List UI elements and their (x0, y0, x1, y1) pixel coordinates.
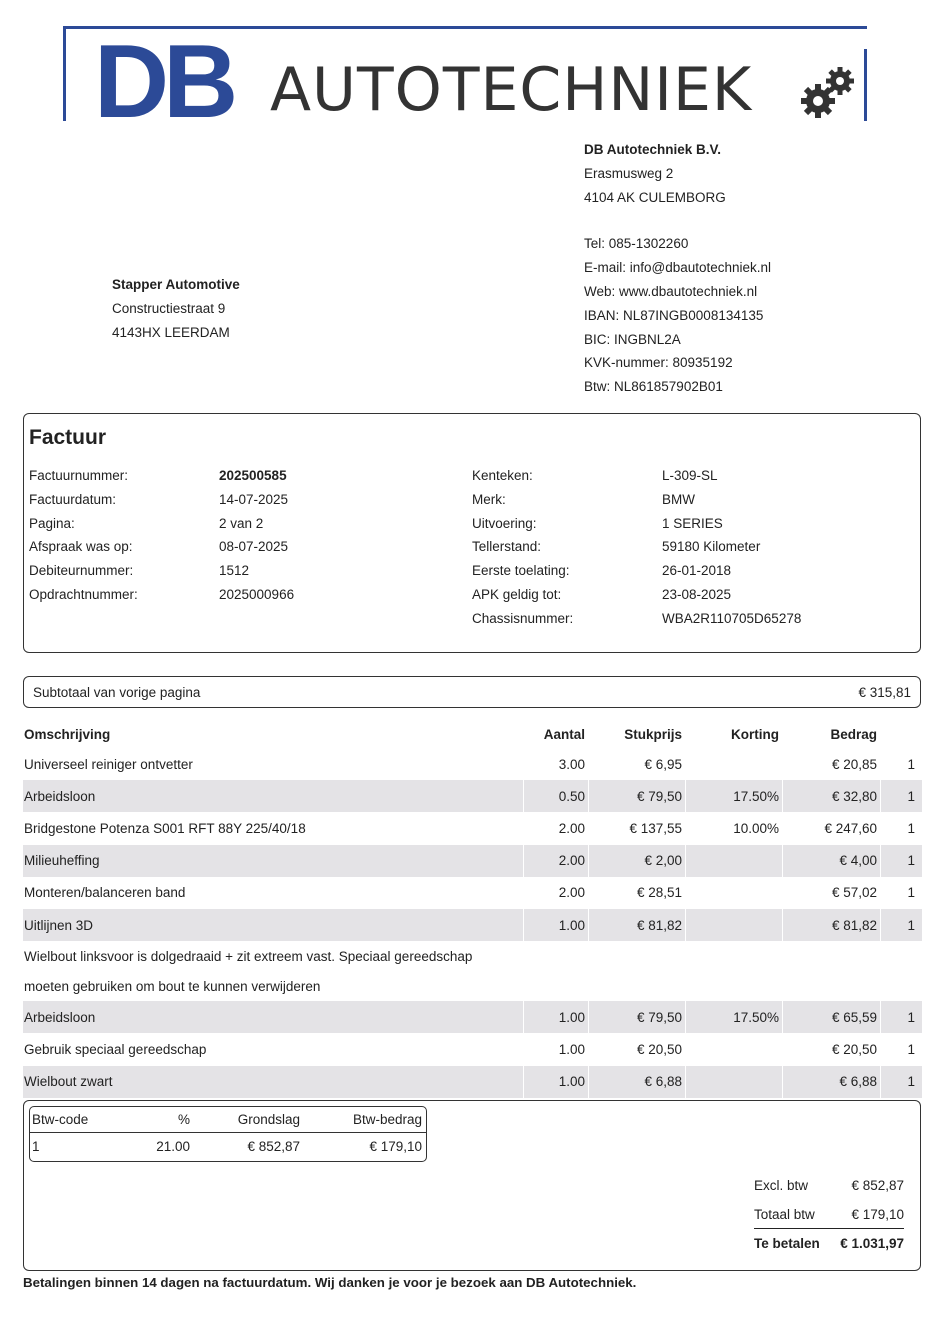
subtotal-label: Subtotaal van vorige pagina (33, 684, 201, 700)
first-registration-label: Eerste toelating: (472, 563, 570, 579)
line-discount: 17.50% (685, 1001, 782, 1033)
note-line (23, 941, 922, 971)
line-amount: € 65,59 (782, 1001, 880, 1033)
apk-label: APK geldig tot: (472, 586, 562, 602)
line-description: Bridgestone Potenza S001 RFT 88Y 225/40/18 (24, 820, 306, 836)
sender-address (584, 138, 771, 399)
totals-summary (754, 1171, 904, 1258)
vat-code: 1 (32, 1138, 40, 1154)
debtor-value: 1512 (219, 563, 250, 579)
mileage-label: Tellerstand: (472, 539, 542, 555)
chassis-label: Chassisnummer: (472, 610, 574, 626)
invoice-details-right (472, 464, 801, 631)
total-due-row (754, 1229, 904, 1258)
line-amount: € 81,82 (782, 909, 880, 941)
table-row (23, 1001, 922, 1033)
line-quantity: 2.00 (523, 845, 588, 877)
sender-web: Web: www.dbautotechniek.nl (584, 283, 758, 299)
sender-city: 4104 AK CULEMBORG (584, 189, 726, 205)
gears-icon (800, 64, 862, 120)
sender-btw: Btw: NL861857902B01 (584, 379, 723, 395)
header-discount: Korting (731, 726, 779, 742)
sender-iban: IBAN: NL87INGB0008134135 (584, 307, 764, 323)
line-amount: € 4,00 (782, 845, 880, 877)
order-value: 2025000966 (219, 586, 295, 602)
line-vat-code: 1 (880, 780, 922, 812)
header-quantity: Aantal (543, 726, 585, 742)
line-amount: € 32,80 (782, 780, 880, 812)
payment-footer: Betalingen binnen 14 dagen na factuurdatum. Wij danken je voor je bezoek aan DB Autotechniek. (23, 1275, 637, 1290)
line-discount: 10.00% (733, 820, 779, 836)
recipient-city: 4143HX LEERDAM (112, 324, 230, 340)
line-unit-price: € 81,82 (588, 909, 685, 941)
line-description: Milieuheffing (24, 853, 100, 869)
vat-base: € 852,87 (247, 1138, 300, 1154)
page-label: Pagina: (29, 515, 75, 531)
total-vat-label: Totaal btw (754, 1200, 826, 1229)
line-vat-code: 1 (880, 909, 922, 941)
line-amount: € 20,50 (831, 1041, 877, 1057)
vat-table-row (30, 1133, 426, 1159)
vat-header-base: Grondslag (237, 1112, 300, 1127)
line-quantity: 1.00 (523, 909, 588, 941)
vat-table-header (30, 1107, 426, 1133)
recipient-street: Constructiestraat 9 (112, 300, 226, 316)
sender-tel: Tel: 085-1302260 (584, 236, 689, 252)
brand-value: BMW (662, 491, 695, 507)
line-unit-price: € 2,00 (588, 845, 685, 877)
excl-vat-value: € 852,87 (851, 1178, 904, 1193)
line-amount: € 247,60 (824, 820, 877, 836)
line-vat-code: 1 (880, 1001, 922, 1033)
line-unit-price: € 79,50 (588, 780, 685, 812)
vat-header-percent: % (177, 1112, 190, 1127)
line-discount (685, 845, 782, 877)
sender-company: DB Autotechniek B.V. (584, 142, 722, 157)
line-amount: € 6,88 (782, 1066, 880, 1098)
line-description: Wielbout zwart (24, 1074, 113, 1090)
invoice-lines-table (23, 720, 922, 1098)
appointment-label: Afspraak was op: (29, 539, 133, 555)
sender-kvk: KVK-nummer: 80935192 (584, 355, 733, 371)
vat-percent: 21.00 (156, 1138, 190, 1154)
table-row (23, 1066, 922, 1098)
line-discount (685, 1066, 782, 1098)
header-amount: Bedrag (830, 726, 877, 742)
line-description: Arbeidsloon (24, 788, 96, 804)
line-amount: € 57,02 (831, 885, 877, 901)
line-vat-code: 1 (907, 885, 915, 901)
line-vat-code: 1 (880, 1066, 922, 1098)
line-description: Gebruik speciaal gereedschap (24, 1041, 207, 1057)
line-discount (685, 909, 782, 941)
line-description: Uitlijnen 3D (24, 917, 94, 933)
debtor-label: Debiteurnummer: (29, 563, 134, 579)
line-vat-code: 1 (907, 1041, 915, 1057)
vat-table (29, 1106, 427, 1162)
line-quantity: 3.00 (558, 756, 585, 772)
mileage-value: 59180 Kilometer (662, 539, 761, 555)
total-vat-row (754, 1200, 904, 1229)
line-description: Universeel reiniger ontvetter (24, 756, 193, 772)
line-unit-price: € 28,51 (636, 885, 682, 901)
line-vat-code: 1 (880, 845, 922, 877)
chassis-value: WBA2R110705D65278 (662, 610, 802, 626)
sender-bic: BIC: INGBNL2A (584, 331, 681, 347)
table-header (23, 720, 922, 748)
excl-vat-label: Excl. btw (754, 1178, 809, 1193)
line-quantity: 1.00 (558, 1041, 585, 1057)
invoice-number-label: Factuurnummer: (29, 468, 129, 483)
table-row (23, 748, 922, 780)
line-vat-code: 1 (907, 820, 915, 836)
line-quantity: 1.00 (523, 1001, 588, 1033)
line-quantity: 0.50 (523, 780, 588, 812)
excl-vat-row (754, 1171, 904, 1200)
invoice-date-value: 14-07-2025 (219, 491, 289, 507)
total-vat-value: € 179,10 (826, 1200, 904, 1229)
invoice-date-label: Factuurdatum: (29, 491, 117, 507)
line-discount: 17.50% (685, 780, 782, 812)
invoice-details-box (23, 413, 921, 653)
line-unit-price: € 79,50 (588, 1001, 685, 1033)
brand-label: Merk: (472, 491, 506, 507)
plate-value: L-309-SL (662, 468, 718, 483)
vat-header-amount: Btw-bedrag (352, 1112, 422, 1127)
table-row (23, 780, 922, 812)
vat-header-code: Btw-code (32, 1112, 89, 1127)
totals-box (23, 1100, 921, 1271)
line-quantity: 2.00 (558, 820, 585, 836)
line-quantity: 1.00 (523, 1066, 588, 1098)
line-description: Monteren/balanceren band (24, 885, 186, 901)
invoice-number-value: 202500585 (219, 468, 287, 483)
table-row (23, 877, 922, 909)
total-due-label: Te betalen (754, 1236, 820, 1251)
line-unit-price: € 137,55 (629, 820, 682, 836)
line-unit-price: € 6,88 (588, 1066, 685, 1098)
note-text-2: moeten gebruiken om bout te kunnen verwijderen (24, 978, 321, 994)
page-value: 2 van 2 (219, 515, 264, 531)
sender-street: Erasmusweg 2 (584, 165, 674, 181)
subtotal-previous-page (23, 676, 921, 708)
apk-value: 23-08-2025 (662, 586, 732, 602)
line-description: Arbeidsloon (24, 1009, 96, 1025)
line-vat-code: 1 (907, 756, 915, 772)
total-due-value: € 1.031,97 (840, 1236, 904, 1251)
recipient-address (112, 273, 240, 344)
table-row (23, 1033, 922, 1065)
header-description: Omschrijving (24, 726, 111, 742)
note-line (23, 971, 922, 1001)
plate-label: Kenteken: (472, 468, 533, 483)
first-registration-value: 26-01-2018 (662, 563, 732, 579)
line-unit-price: € 20,50 (636, 1041, 682, 1057)
line-unit-price: € 6,95 (644, 756, 682, 772)
subtotal-value: € 315,81 (858, 684, 911, 700)
recipient-company: Stapper Automotive (112, 277, 240, 292)
header-unit-price: Stukprijs (624, 726, 682, 742)
line-amount: € 20,85 (831, 756, 877, 772)
invoice-title: Factuur (29, 426, 107, 449)
logo-db-mark: DB (88, 30, 238, 134)
table-row (23, 812, 922, 844)
line-quantity: 2.00 (558, 885, 585, 901)
model-value: 1 SERIES (662, 515, 723, 531)
sender-email: E-mail: info@dbautotechniek.nl (584, 260, 772, 276)
logo-company-name: AUTOTECHNIEK (270, 60, 758, 120)
invoice-details-left (29, 464, 294, 607)
table-row (23, 909, 922, 941)
model-label: Uitvoering: (472, 515, 537, 531)
note-text-1: Wielbout linksvoor is dolgedraaid + zit extreem vast. Speciaal gereedschap (24, 948, 473, 964)
vat-amount: € 179,10 (369, 1138, 422, 1154)
order-label: Opdrachtnummer: (29, 586, 138, 602)
appointment-value: 08-07-2025 (219, 539, 289, 555)
table-row (23, 845, 922, 877)
